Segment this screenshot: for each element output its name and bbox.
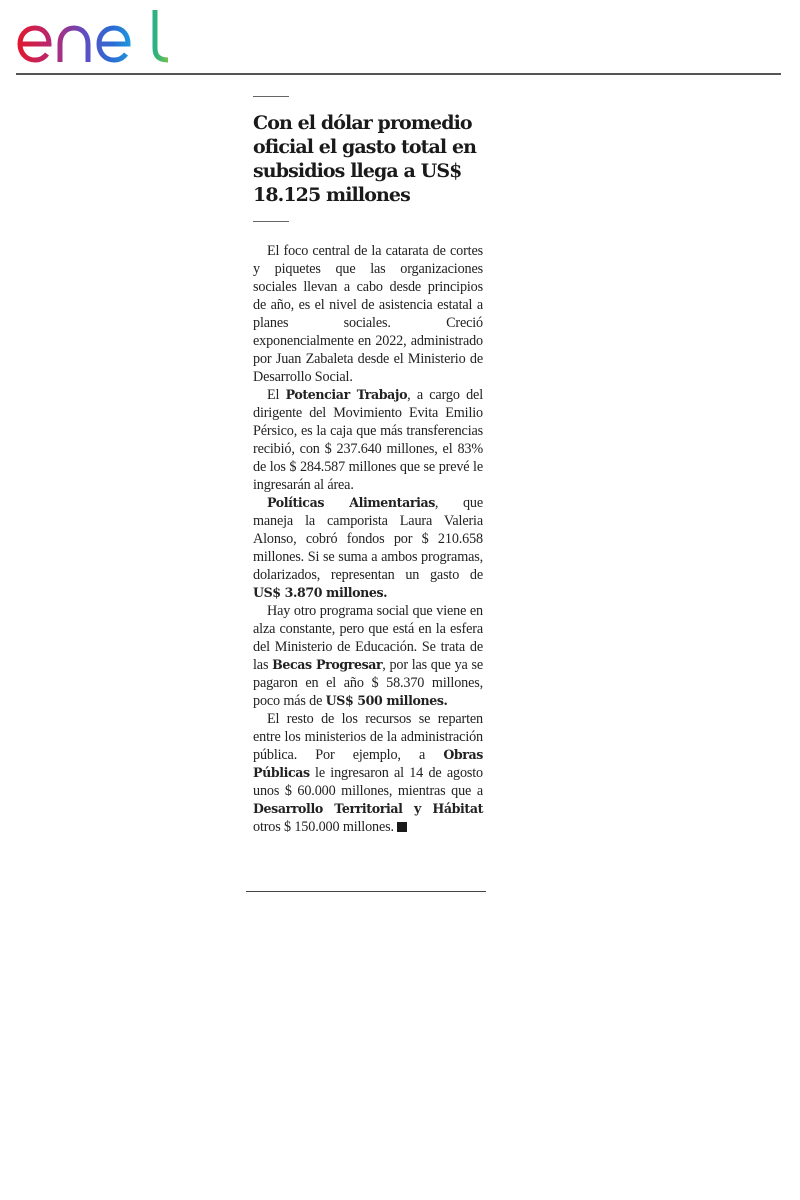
article-paragraph xyxy=(253,242,483,386)
text-run: El xyxy=(267,387,286,403)
bold-term: US$ 500 millones. xyxy=(325,693,448,708)
text-run: El foco central de la catarata de cortes y piquetes que las organizaciones sociales llevan a cabo desde principios de año, es el nivel de asistencia estatal a planes sociales. Creció exponencialmente en 2022, administrado por Juan Zabaleta desde el Ministerio de Desarrollo Social. xyxy=(253,243,483,385)
article xyxy=(253,96,483,836)
header-divider xyxy=(16,73,781,75)
bold-term: Becas Progresar xyxy=(272,657,383,672)
text-run: otros $ 150.000 millones. xyxy=(253,819,394,835)
headline-bottom-rule xyxy=(253,221,289,222)
enel-logo xyxy=(16,8,172,66)
bold-term: Desarrollo Territorial y Hábitat xyxy=(253,801,483,816)
article-end-divider xyxy=(246,891,486,892)
article-paragraph xyxy=(253,386,483,494)
text-run: , a cargo del dirigente del Movimiento Evita Emilio Pérsico, es la caja que más transferencias recibió, con $ 237.640 millones, el 83% de los $ 284.587 millones que se prevé le ingresarán al área. xyxy=(253,387,483,493)
text-run: El resto de los recursos se reparten entre los ministerios de la administración pública. Por ejemplo, a xyxy=(253,711,483,763)
headline-top-rule xyxy=(253,96,289,97)
text-run: le ingresaron al 14 de agosto unos $ 60.000 millones, mientras que a xyxy=(253,765,483,799)
text-run: , por las que ya se pagaron en el año $ 58.370 millones, poco más de xyxy=(253,657,483,709)
bold-term: Políticas Alimentarias xyxy=(267,495,435,510)
text-run: Hay otro programa social que viene en alza constante, pero que está en la esfera del Ministerio de Educación. Se trata de las xyxy=(253,603,483,673)
article-body xyxy=(253,242,483,836)
article-paragraph xyxy=(253,494,483,602)
article-paragraph xyxy=(253,710,483,836)
bold-term: US$ 3.870 millones. xyxy=(253,585,388,600)
text-run: , que maneja la camporista Laura Valeria Alonso, cobró fondos por $ 210.658 millones. Si se suma a ambos programas, dolarizados, representan un gasto de xyxy=(253,495,483,583)
article-headline: Con el dólar promedio oficial el gasto total en subsidios llega a US$ 18.125 millones xyxy=(253,112,477,206)
article-paragraph xyxy=(253,602,483,710)
end-of-article-mark xyxy=(397,822,407,832)
bold-term: Potenciar Trabajo xyxy=(285,387,408,402)
bold-term: Obras Públicas xyxy=(253,747,483,780)
